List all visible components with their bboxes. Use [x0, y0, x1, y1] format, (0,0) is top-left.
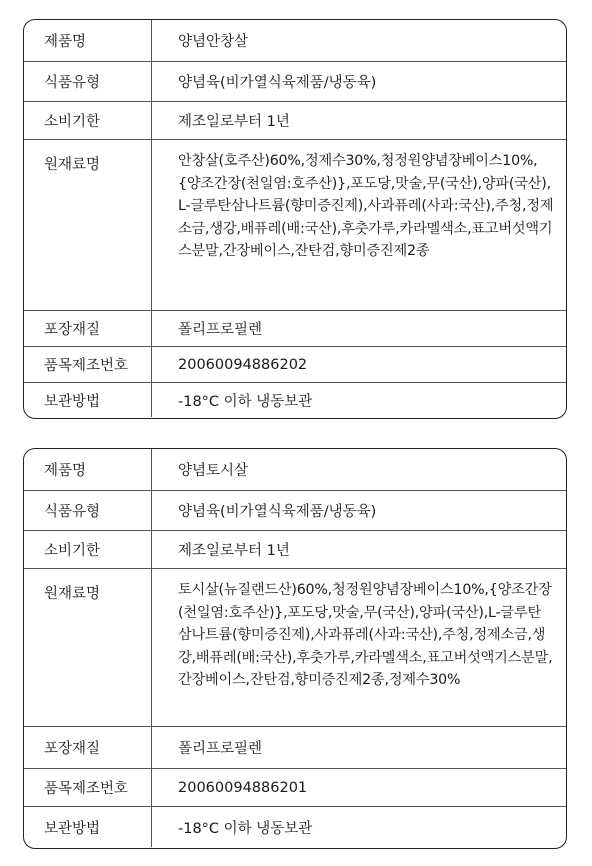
- value-food-type: 양념육(비가열식육제품/냉동육): [178, 504, 377, 520]
- value-storage: -18°C 이하 냉동보관: [178, 820, 313, 837]
- row-ingredients: [24, 140, 566, 311]
- label-report-number: 품목제조번호: [24, 769, 152, 806]
- label-ingredients: 원재료명: [24, 569, 152, 726]
- value-storage: -18°C 이하 냉동보관: [178, 393, 313, 410]
- row-report-number: [24, 769, 566, 807]
- label-food-type: 식품유형: [24, 491, 152, 530]
- label-storage: 보관방법: [24, 807, 152, 847]
- product-info-table-2: [23, 448, 567, 849]
- label-food-type: 식품유형: [24, 62, 152, 101]
- row-expiry: [24, 102, 566, 140]
- row-food-type: [24, 62, 566, 102]
- label-storage: 보관방법: [24, 383, 152, 417]
- label-packaging: 포장재질: [24, 727, 152, 768]
- value-expiry: 제조일로부터 1년: [178, 114, 290, 130]
- product-info-table-1: [23, 19, 567, 419]
- row-packaging: [24, 727, 566, 769]
- row-report-number: [24, 347, 566, 383]
- row-product-name: [24, 20, 566, 62]
- row-food-type: [24, 491, 566, 531]
- value-product-name: 양념안창살: [178, 34, 249, 50]
- row-storage: [24, 383, 566, 417]
- row-storage: [24, 807, 566, 847]
- value-report-number: 20060094886202: [178, 356, 308, 373]
- label-report-number: 품목제조번호: [24, 347, 152, 382]
- label-packaging: 포장재질: [24, 311, 152, 346]
- row-ingredients: [24, 569, 566, 727]
- value-ingredients: 토시살(뉴질랜드산)60%,청정원양념장베이스10%,{양조간장(천일염:호주산)},포도당,맛술,무(국산),양파(국산),L-글루탄삼나트륨(향미증진제),사과퓨레(사과:국산),주청,정제소금,생강,배퓨레(배:국산),후춧가루,카라멜색소,표고버섯액기스분말,간장베이스,잔탄검,향미증진제2종,정제수30%: [178, 582, 553, 688]
- value-ingredients: 안창살(호주산)60%,정제수30%,청정원양념장베이스10%,{양조간장(천일염:호주산)},포도당,맛술,무(국산),양파(국산),L-글루탄삼나트륨(향미증진제),사과퓨레(사과:국산),주청,정제소금,생강,배퓨레(배:국산),후춧가루,카라멜색소,표고버섯액기스분말,간장베이스,잔탄검,향미증진제2종: [178, 153, 554, 259]
- value-packaging: 폴리프로필렌: [178, 741, 263, 757]
- value-report-number: 20060094886201: [178, 779, 308, 796]
- label-product-name: 제품명: [24, 20, 152, 61]
- label-expiry: 소비기한: [24, 102, 152, 139]
- row-product-name: [24, 449, 566, 491]
- label-expiry: 소비기한: [24, 531, 152, 568]
- value-product-name: 양념토시살: [178, 463, 249, 479]
- row-expiry: [24, 531, 566, 569]
- label-product-name: 제품명: [24, 449, 152, 490]
- value-food-type: 양념육(비가열식육제품/냉동육): [178, 75, 377, 91]
- row-packaging: [24, 311, 566, 347]
- label-ingredients: 원재료명: [24, 140, 152, 310]
- value-expiry: 제조일로부터 1년: [178, 543, 290, 559]
- value-packaging: 폴리프로필렌: [178, 322, 263, 338]
